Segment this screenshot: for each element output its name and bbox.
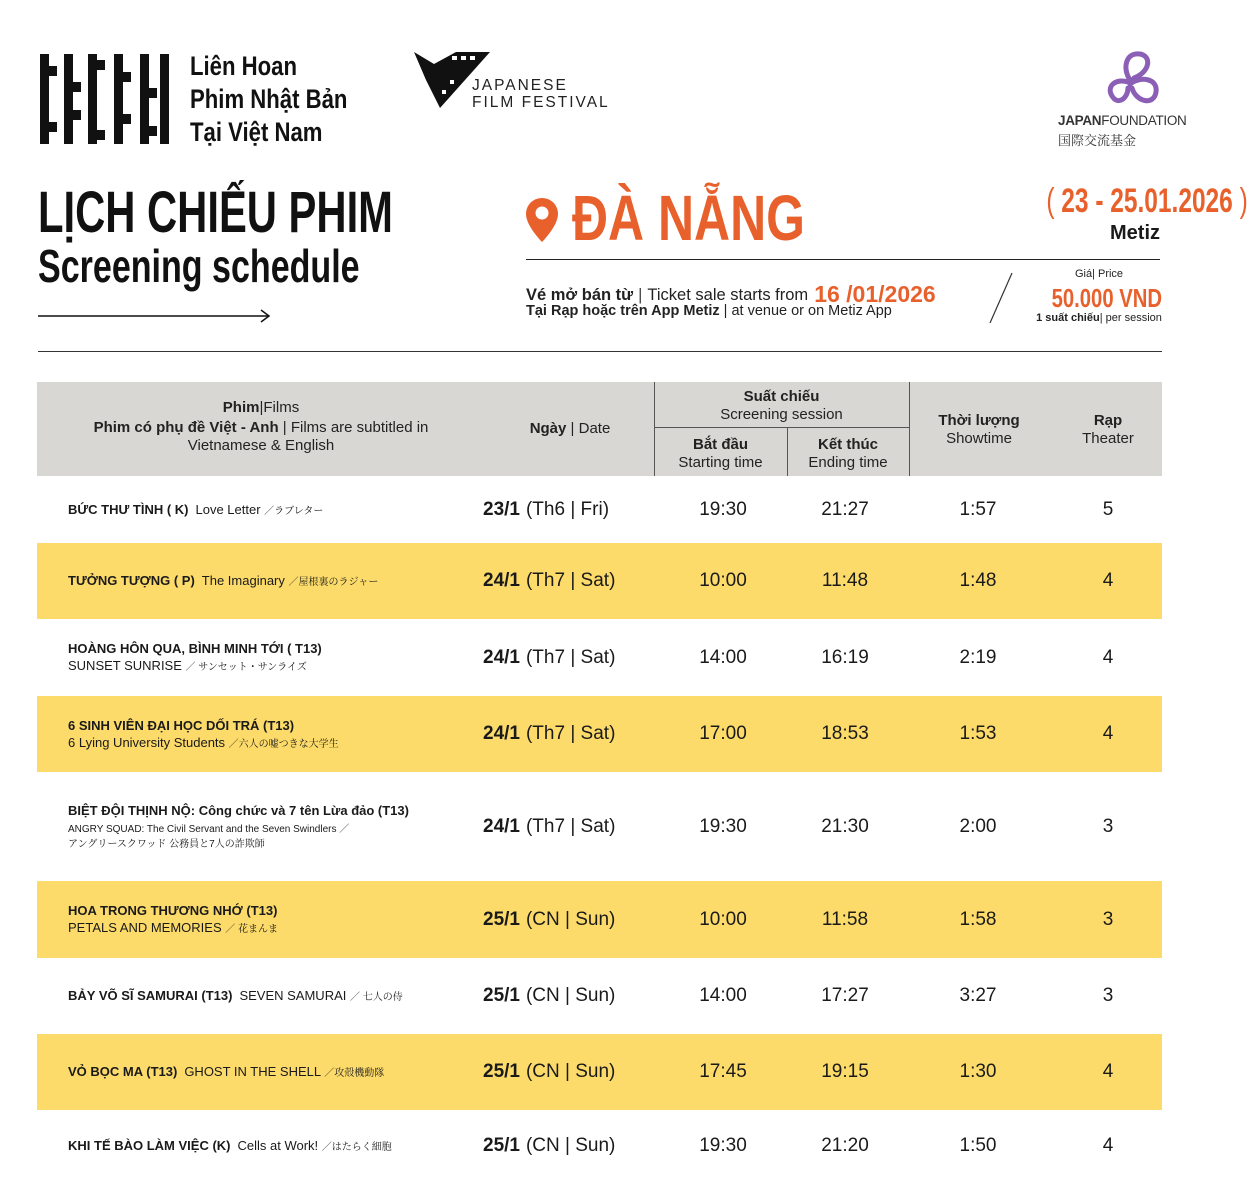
date-cell — [483, 476, 653, 543]
film-subtitle-jp: ／六人の嘘つきな大学生 — [228, 738, 339, 750]
end-time: 21:20 — [821, 1135, 869, 1156]
header-duration-en: Showtime — [946, 430, 1012, 447]
theater-number: 3 — [1102, 985, 1114, 1006]
start-time: 14:00 — [699, 646, 747, 668]
screening-day: (CN | Sun) — [525, 985, 616, 1006]
header-date-vn: Ngày — [529, 420, 567, 437]
start-time: 14:00 — [699, 985, 747, 1006]
jff-line-1: JAPANESE — [472, 77, 568, 94]
table-header — [37, 382, 1162, 476]
screening-day: (Th6 | Fri) — [525, 498, 610, 520]
header-end-en: Ending time — [808, 454, 888, 471]
per-session-vn: 1 suất chiếu — [1036, 312, 1100, 324]
header-divider — [654, 427, 909, 428]
film-subtitle-en: PETALS AND MEMORIES — [68, 920, 222, 935]
price-label-vn: Giá — [1074, 268, 1093, 280]
screening-day: (Th7 | Sat) — [525, 723, 616, 744]
screening-date: 25/1 — [483, 1061, 520, 1082]
film-title-line — [68, 501, 323, 519]
screening-day: (CN | Sun) — [525, 908, 616, 930]
duration: 1:58 — [959, 908, 997, 930]
header-theater-vn: Rạp — [1093, 412, 1123, 429]
header-start — [654, 436, 787, 472]
divider — [38, 351, 1162, 352]
date-paren-close: ) — [1239, 182, 1248, 220]
date-cell — [483, 958, 653, 1034]
film-subtitle-line — [68, 919, 278, 937]
end-time: 17:27 — [821, 985, 869, 1006]
header-subtitle-en: | Films are subtitled in — [278, 419, 429, 436]
jff-line-2: FILM FESTIVAL — [472, 94, 610, 111]
film-title-en: GHOST IN THE SHELL — [184, 1064, 321, 1079]
film-cell — [68, 543, 488, 619]
header-duration — [909, 412, 1049, 448]
header-session-en: Screening session — [720, 406, 843, 423]
header-date — [485, 420, 655, 438]
film-title-vn: BẢY VÕ SĨ SAMURAI (T13) — [68, 988, 233, 1003]
duration: 1:48 — [959, 570, 997, 591]
film-title-vn: BIỆT ĐỘI THỊNH NỘ: Công chức và 7 tên Lừa đảo (T13) — [68, 802, 409, 818]
theater-number: 4 — [1102, 570, 1114, 591]
film-title-vn: TƯỞNG TƯỢNG ( P) — [68, 573, 195, 588]
screening-date: 24/1 — [483, 646, 520, 668]
table-row — [37, 476, 1162, 543]
festival-name-line-1: Liên Hoan — [190, 51, 298, 81]
screening-day: (Th7 | Sat) — [525, 570, 616, 591]
screening-date: 23/1 — [483, 498, 520, 520]
film-title-jp: ／屋根裏のラジャー — [288, 577, 379, 588]
ticket-where-vn: Tại Rạp hoặc trên App Metiz — [526, 303, 720, 319]
date-cell — [483, 619, 653, 696]
jff-logo-text — [472, 77, 610, 111]
start-time: 17:00 — [699, 723, 747, 744]
film-title-vn: 6 SINH VIÊN ĐẠI HỌC DỐI TRÁ (T13) — [68, 717, 295, 733]
per-session-label — [1030, 312, 1168, 324]
header-subtitle-en2: Vietnamese & English — [187, 437, 335, 454]
film-title-line — [68, 1137, 392, 1155]
table-row — [37, 958, 1162, 1034]
per-session-en: | per session — [1099, 312, 1162, 324]
header-film-vn: Phim — [222, 399, 260, 416]
date-cell — [483, 543, 653, 619]
start-time: 19:30 — [699, 815, 747, 837]
film-title-vn: VỎ BỌC MA (T13) — [68, 1064, 178, 1079]
screening-day: (CN | Sun) — [525, 1135, 616, 1156]
jf-name-bold: JAPAN — [1058, 113, 1102, 128]
film-title-en: Love Letter — [195, 501, 261, 517]
end-time: 19:15 — [821, 1061, 869, 1082]
date-cell — [483, 881, 653, 958]
schedule-table — [37, 382, 1162, 1182]
theater-number: 4 — [1102, 723, 1114, 744]
table-row — [37, 881, 1162, 958]
film-title-en: SEVEN SAMURAI — [239, 988, 347, 1003]
table-row — [37, 1034, 1162, 1110]
film-subtitle-jp: ／ サンセット・サンライズ — [185, 662, 307, 673]
film-cell — [68, 696, 488, 772]
header-end — [787, 436, 909, 472]
duration: 1:30 — [959, 1061, 997, 1082]
film-title-jp: ／ラブレター — [264, 505, 324, 517]
film-title-vn: HOA TRONG THƯƠNG NHỚ (T13) — [68, 903, 278, 918]
screening-date: 24/1 — [483, 723, 520, 744]
ticket-sale-vn: Vé mở bán từ — [526, 286, 634, 304]
film-title-line — [68, 802, 409, 819]
film-title-line — [68, 1063, 384, 1081]
theater-number: 5 — [1102, 498, 1114, 520]
date-cell — [483, 1034, 653, 1110]
ticket-sep: | — [638, 286, 643, 304]
film-cell — [68, 619, 488, 696]
screening-day: (CN | Sun) — [525, 1061, 616, 1082]
header-theater — [1049, 412, 1167, 448]
date-cell — [483, 1110, 653, 1182]
duration: 1:50 — [959, 1135, 997, 1156]
end-time: 16:19 — [821, 646, 869, 668]
price-label-en: | Price — [1092, 268, 1124, 280]
date-range: 23 - 25.01.2026 — [1054, 182, 1240, 220]
film-title-line — [68, 902, 277, 919]
table-row — [37, 543, 1162, 619]
header-start-vn: Bắt đầu — [692, 436, 748, 453]
screening-day: (Th7 | Sat) — [525, 815, 616, 837]
film-title-en: The Imaginary — [201, 573, 285, 588]
location-pin-icon — [526, 198, 558, 242]
screening-day: (Th7 | Sat) — [525, 646, 616, 668]
film-cell — [68, 476, 488, 543]
ticket-sale-en: Ticket sale starts from — [647, 286, 809, 304]
table-row — [37, 619, 1162, 696]
duration: 1:57 — [959, 498, 997, 520]
film-title-jp: ／ 七人の侍 — [350, 992, 403, 1003]
duration: 1:53 — [959, 723, 997, 744]
page-title-en: Screening schedule — [38, 240, 360, 292]
end-time: 21:30 — [821, 815, 869, 837]
ticket-sale-date: 16 /01/2026 — [814, 281, 936, 307]
theater-number: 4 — [1102, 1135, 1114, 1156]
table-row — [37, 1110, 1162, 1182]
film-subtitle-jp: アングリースクワッド 公務員と7人の詐欺師 — [68, 838, 265, 850]
film-subtitle-jp: ／ 花まんま — [225, 924, 279, 935]
screening-date: 24/1 — [483, 570, 520, 591]
date-cell — [483, 696, 653, 772]
theater-number: 3 — [1102, 815, 1114, 837]
table-row — [37, 772, 1162, 881]
theater-number: 3 — [1102, 908, 1114, 930]
film-subtitle-line — [68, 734, 339, 752]
arrow-right-icon — [38, 308, 272, 324]
film-cell — [68, 1110, 488, 1182]
theater-number: 4 — [1102, 646, 1114, 668]
film-title-line — [68, 572, 378, 590]
film-cell — [68, 772, 488, 881]
ticket-where-line — [526, 303, 892, 319]
start-time: 17:45 — [699, 1061, 747, 1082]
film-subtitle-line — [68, 657, 307, 675]
festival-logo-icon — [38, 52, 170, 146]
header-date-en: | Date — [566, 420, 611, 437]
festival-name-line-2: Phim Nhật Bản — [190, 84, 348, 114]
date-cell — [483, 772, 653, 881]
duration: 2:00 — [959, 815, 997, 837]
japan-foundation-name — [1058, 113, 1187, 128]
film-subtitle-en: 6 Lying University Students — [68, 734, 226, 750]
date-paren-open: ( — [1046, 182, 1055, 220]
festival-name — [190, 50, 347, 149]
duration: 3:27 — [959, 985, 997, 1006]
film-subtitle-en: SUNSET SUNRISE — [68, 658, 182, 673]
divider — [526, 259, 1160, 260]
header-end-vn: Kết thúc — [818, 436, 878, 453]
header-duration-vn: Thời lượng — [938, 412, 1020, 429]
duration: 2:19 — [959, 646, 997, 668]
start-time: 19:30 — [699, 1135, 747, 1156]
end-time: 11:58 — [821, 908, 869, 930]
header-film-en: |Films — [259, 399, 300, 416]
film-cell — [68, 881, 488, 958]
start-time: 10:00 — [699, 570, 747, 591]
film-title-jp: ／攻殻機動隊 — [324, 1068, 385, 1079]
header-session — [654, 388, 909, 424]
film-subtitle-en: ANGRY SQUAD: The Civil Servant and the Seven Swindlers ／ — [68, 823, 350, 835]
end-time: 11:48 — [821, 570, 869, 591]
japan-foundation-butterfly-icon — [1100, 48, 1162, 112]
ticket-sale-line — [526, 279, 936, 306]
screening-date: 25/1 — [483, 908, 520, 930]
film-title-line — [68, 987, 403, 1005]
table-row — [37, 696, 1162, 772]
screening-date: 25/1 — [483, 985, 520, 1006]
ticket-price-value: 50.000 VND — [1051, 283, 1163, 313]
header-subtitle-vn: Phim có phụ đề Việt - Anh — [93, 419, 279, 436]
page-title-vn: LỊCH CHIẾU PHIM — [38, 180, 393, 245]
film-cell — [68, 958, 488, 1034]
end-time: 18:53 — [821, 723, 869, 744]
slash-divider — [988, 272, 1014, 324]
film-title-line — [68, 640, 322, 657]
film-title-en: Cells at Work! — [237, 1138, 319, 1153]
venue-name: Metiz — [1110, 222, 1160, 244]
price-label — [1040, 268, 1158, 280]
theater-number: 4 — [1102, 1061, 1114, 1082]
header-start-en: Starting time — [678, 454, 763, 471]
festival-name-line-3: Tại Việt Nam — [190, 117, 323, 147]
start-time: 10:00 — [699, 908, 747, 930]
japan-foundation-kanji: 国際交流基金 — [1058, 133, 1137, 148]
header-film — [37, 399, 485, 455]
film-title-vn: KHI TẾ BÀO LÀM VIỆC (K) — [68, 1138, 231, 1153]
screening-date: 24/1 — [483, 815, 520, 837]
header-session-vn: Suất chiếu — [743, 388, 820, 405]
film-title-vn: HOÀNG HÔN QUA, BÌNH MINH TỚI ( T13) — [68, 641, 322, 656]
ticket-where-en: | at venue or on Metiz App — [723, 303, 892, 319]
film-cell — [68, 1034, 488, 1110]
header-theater-en: Theater — [1082, 430, 1134, 447]
film-title-jp: ／はたらく細胞 — [321, 1142, 392, 1153]
city-name: ĐÀ NẴNG — [572, 182, 805, 254]
jf-name-rest: FOUNDATION — [1101, 113, 1187, 128]
film-title-line — [68, 717, 294, 734]
ticket-price — [1036, 283, 1163, 314]
film-title-vn: BỨC THƯ TÌNH ( K) — [68, 501, 189, 517]
festival-dates — [968, 182, 1248, 221]
screening-date: 25/1 — [483, 1135, 520, 1156]
table-body — [37, 476, 1162, 1182]
end-time: 21:27 — [821, 498, 869, 520]
start-time: 19:30 — [699, 498, 747, 520]
